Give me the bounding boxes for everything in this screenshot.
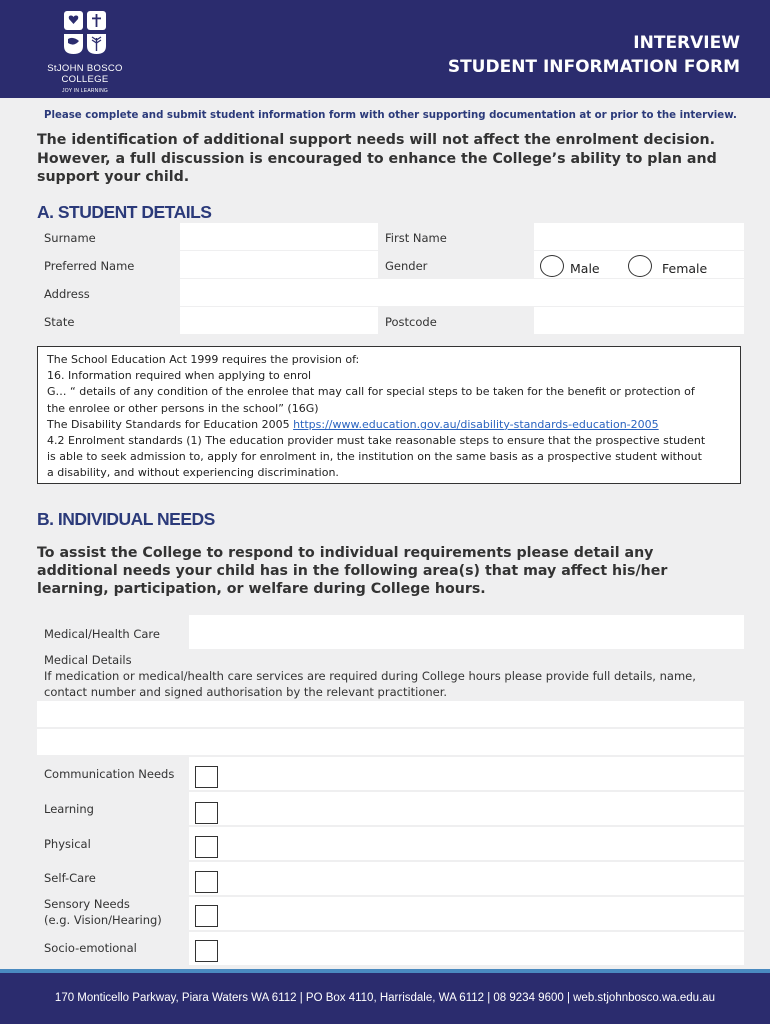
instructions-text: Please complete and submit student information form with other supporting documentation at or prior to the interview.	[44, 110, 737, 121]
need-label: Physical	[44, 837, 91, 851]
socio-emotional-checkbox[interactable]	[195, 940, 218, 962]
intro-text	[37, 131, 737, 187]
legal-line: The School Education Act 1999 requires the provision of:	[47, 353, 360, 366]
learning-checkbox[interactable]	[195, 802, 218, 824]
medical-care-field[interactable]	[189, 615, 744, 649]
legal-line: a disability, and without experiencing discrimination.	[47, 466, 339, 480]
logo-college: COLLEGE	[61, 74, 109, 85]
address-field[interactable]	[180, 279, 744, 306]
legal-line: 4.2 Enrolment standards (1) The education provider must take reasonable steps to ensure that the prospective student	[47, 434, 706, 448]
gender-female-label: Female	[662, 261, 708, 276]
need-row-box	[189, 792, 744, 825]
section-b-intro-line: To assist the College to respond to individual requirements please detail any	[37, 545, 654, 561]
intro-line: However, a full discussion is encouraged to enhance the College’s ability to plan and	[37, 150, 717, 167]
college-crest-icon	[63, 10, 107, 56]
footer-contact-text: 170 Monticello Parkway, Piara Waters WA 6112 | PO Box 4110, Harrisdale, WA 6112 | 08 9234 9600 | web.stjohnbosco.wa.edu.au	[54, 992, 716, 1004]
logo-name: StJOHN BOSCO	[47, 63, 123, 74]
need-row-box	[189, 862, 744, 895]
intro-line: support your child.	[37, 169, 190, 185]
legal-line: the enrolee or other persons in the school” (16G)	[47, 401, 319, 415]
postcode-label: Postcode	[385, 315, 437, 329]
section-b-intro-line: learning, participation, or welfare during College hours.	[37, 581, 486, 597]
self-care-checkbox[interactable]	[195, 871, 218, 893]
legal-line: 16. Information required when applying to enrol	[47, 369, 312, 383]
need-row-box	[189, 757, 744, 790]
disability-standards-link[interactable]: https://www.education.gov.au/disability-standards-education-2005	[293, 417, 659, 431]
need-label: Self-Care	[44, 871, 96, 885]
section-a-heading: A. STUDENT DETAILS	[37, 202, 212, 222]
surname-field[interactable]	[180, 223, 378, 250]
college-logo	[40, 8, 140, 94]
need-label: Learning	[44, 802, 94, 816]
communication-needs-checkbox[interactable]	[195, 766, 218, 788]
legal-notice-box	[37, 346, 741, 484]
gender-label: Gender	[385, 259, 428, 273]
disability-standards-text: The Disability Standards for Education 2005	[47, 417, 294, 431]
preferred-name-label: Preferred Name	[44, 259, 135, 273]
sensory-needs-checkbox[interactable]	[195, 905, 218, 927]
need-row-box	[189, 932, 744, 965]
legal-line	[47, 417, 740, 433]
need-label: Sensory Needs	[44, 897, 130, 911]
preferred-name-field[interactable]	[180, 251, 378, 278]
need-row-box	[189, 827, 744, 860]
logo-tagline: JOY IN LEARNING	[62, 88, 108, 94]
postcode-field[interactable]	[534, 307, 744, 334]
medical-care-label: Medical/Health Care	[44, 627, 160, 641]
page-title-line2: STUDENT INFORMATION FORM	[447, 57, 740, 77]
medical-details-label: Medical Details	[44, 653, 132, 667]
gender-female-radio[interactable]	[628, 255, 652, 277]
need-label: Communication Needs	[44, 767, 175, 781]
medical-details-instructions: contact number and signed authorisation by the relevant practitioner.	[44, 685, 448, 699]
section-b-intro	[37, 544, 737, 598]
gender-male-radio[interactable]	[540, 255, 564, 277]
section-b-intro-line: additional needs your child has in the following area(s) that may affect his/her	[37, 563, 668, 579]
state-field[interactable]	[180, 307, 378, 334]
legal-line: G… “ details of any condition of the enrolee that may call for special steps to be taken for the benefit or protection of	[47, 385, 695, 399]
state-label: State	[44, 315, 75, 329]
gender-male-label: Male	[570, 261, 600, 276]
need-label: Socio-emotional	[44, 941, 137, 955]
surname-label: Surname	[44, 231, 96, 245]
first-name-label: First Name	[385, 231, 447, 245]
first-name-field[interactable]	[534, 223, 744, 250]
address-label: Address	[44, 287, 90, 301]
physical-checkbox[interactable]	[195, 836, 218, 858]
need-label: (e.g. Vision/Hearing)	[44, 913, 162, 927]
need-row-box	[189, 897, 744, 930]
legal-line: is able to seek admission to, apply for enrolment in, the institution on the same basis as a prospective student without	[47, 450, 702, 464]
medical-details-field[interactable]	[37, 701, 744, 727]
page-header	[0, 0, 770, 98]
section-b-heading: B. INDIVIDUAL NEEDS	[37, 509, 215, 529]
page-title-line1: INTERVIEW	[633, 33, 740, 53]
medical-details-field[interactable]	[37, 729, 744, 755]
intro-line: The identification of additional support needs will not affect the enrolment decision.	[37, 132, 715, 148]
medical-details-instructions: If medication or medical/health care services are required during College hours please provide full details, name,	[44, 669, 696, 683]
